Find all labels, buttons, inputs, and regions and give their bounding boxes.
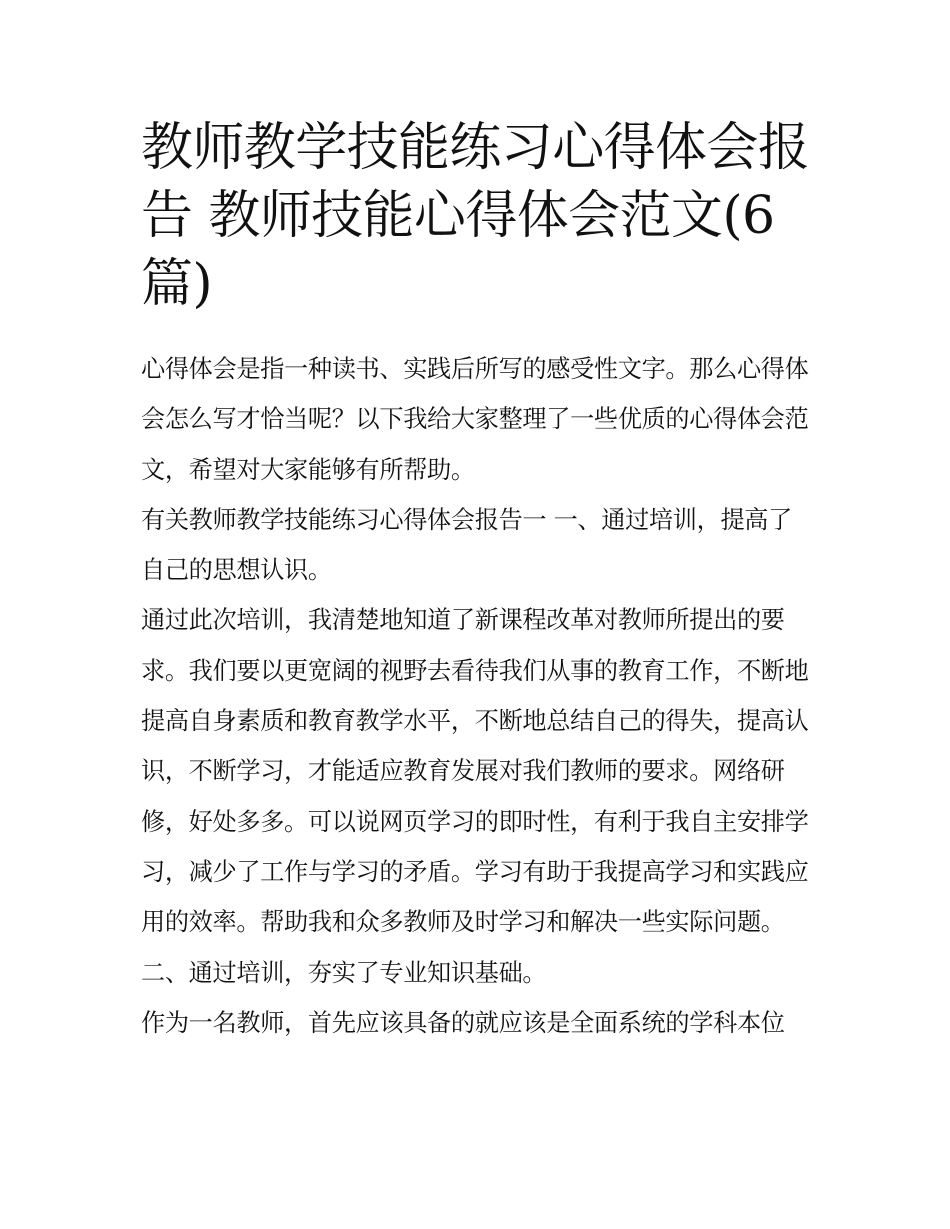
document-content: [141, 114, 813, 1048]
paragraph-section-two-body: 作为一名教师，首先应该具备的就应该是全面系统的学科本位: [141, 1008, 785, 1037]
document-title: 教师教学技能练习心得体会报告 教师技能心得体会范文(6篇): [141, 118, 810, 314]
paragraph-section-two-heading: 二、通过培训，夯实了专业知识基础。: [141, 958, 547, 987]
paragraph-section-one-heading: 有关教师教学技能练习心得体会报告一 一、通过培训，提高了自己的思想认识。: [141, 505, 792, 585]
paragraph-intro: 心得体会是指一种读书、实践后所写的感受性文字。那么心得体会怎么写才恰当呢？以下我给大家整理了一些优质的心得体会范文，希望对大家能够有所帮助。: [141, 355, 809, 484]
document-body: [141, 344, 813, 1048]
paragraph-section-one-body: 通过此次培训，我清楚地知道了新课程改革对教师所提出的要求。我们要以更宽阔的视野去看待我们从事的教育工作，不断地提高自身素质和教育教学水平，不断地总结自己的得失，提高认识，不断学习，才能适应教育发展对我们教师的要求。网络研修，好处多多。可以说网页学习的即时性，有利于我自主安排学习，减少了工作与学习的矛盾。学习有助于我提高学习和实践应用的效率。帮助我和众多教师及时学习和解决一些实际问题。: [141, 606, 809, 937]
